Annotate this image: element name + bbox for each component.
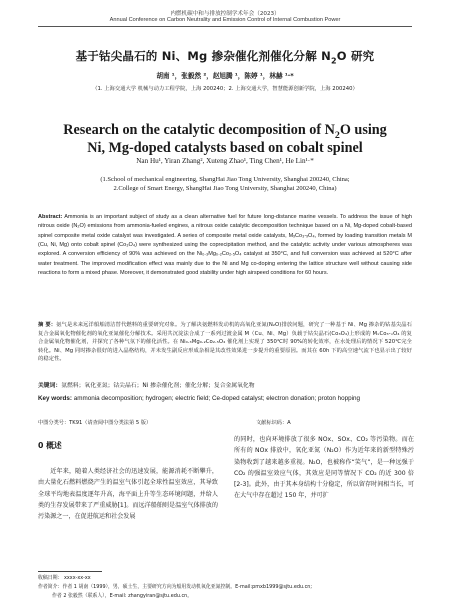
- footnote-author-info: 作者简介：作者 1 胡南（1999），男，硕士生，主要研究方向为船用发动机氧化亚氮控制。E-mail:pmxb1999@sjtu.edu.cn;: [38, 584, 313, 590]
- header-rule: [38, 26, 412, 27]
- section-heading: 0 概述: [38, 441, 62, 450]
- document-code: 文献标识码：A: [256, 420, 291, 426]
- chinese-keywords: 关键词：氨燃料；氧化亚氮；钴尖晶石；Ni 掺杂催化剂；催化分解；复合金属氧化物: [38, 383, 255, 389]
- chinese-affiliation: （1. 上海交通大学 机械与动力工程学院，上海 200240；2. 上海交通大学，智慧能源创新学院，上海 200240）: [92, 86, 358, 92]
- footnote-author-2: 作者 2 张毅然（联系人），E-mail: zhangyiran@sjtu.edu.cn。: [52, 593, 193, 599]
- body-right-column: 的同时，也向环境排放了很多 NOx、SOx、CO₂ 等污染物。而在所有的 NOx 排放中，氧化亚氮（N₂O）作为近年来的新型特殊污染物收到了越来越多重视。N₂O，也被称作“笑气”，是一种远强于 CO₂ 的强温室效应气体，其效应是同等情况下 CO₂ 的近 300 倍[2-3]。此外，由于其本身结构十分稳定，所以留存时间相当长，可在大气中存在超过 150 年，并可扩: [234, 436, 414, 500]
- english-affiliation: (1.School of mechanical engineering, ShangHai Jiao Tong University, Shanghai 200240, China; 2.College of Smart Energy, ShangHai Jiao Tong University, Shanghai 200240, China): [100, 176, 350, 192]
- chinese-abstract: 摘 要：氨气是未来远洋船舶清洁替代燃料的重要研究对象。为了解决氨燃料发动机的高氧化亚氮(N₂O)排放问题，研究了一种基于 Ni、Mg 掺杂的钴基尖晶石复合金属氧化物催化剂的氧化亚氮催化分解技术。采用共沉淀法合成了一系列过渡金属 M（Cu、Ni、Mg）负载于钴尖晶石(Co₃O₄)上形成的 MₓCo₃-ₓO₄ 的复合金属氧化物催化剂，并探究了各种气氛下的催化活性。在 Ni₀.₃Mg₀.₂Co₂.₅O₄ 催化剂上实现了 350℃时 90%的转化效率，在水处理后的情况下 520℃完全转化。Ni、Mg 同时掺杂很好的进入晶格结构，并未发生副反应形成杂相是其改性效果进一步提升的重要原因。而其在 60h 下的高空速气流下也显示出了较好的稳定性。: [38, 322, 412, 363]
- english-keywords: Key words: ammonia decomposition; hydrogen; electric field; Ce-doped catalyst; electron donation; proton hopping: [38, 395, 361, 402]
- conference-header-en: Annual Conference on Carbon Neutrality and Emission Control of Internal Combustion Power: [109, 17, 341, 23]
- english-abstract: Abstract: Ammonia is an important subject of study as a clean alternative fuel for future long-distance marine vessels. To address the issue of high nitrous oxide (N₂O) emissions from ammonia-fueled engines, a nitrous oxide catalytic decomposition technique based on a Ni, Mg-doped cobalt-based spinel composite metal oxide catalyst was investigated. A series of composite metal oxide catalysts, MₓCo₃-ₓO₄, formed by loading transition metals M (Cu, Ni, Mg) onto cobalt spinel (Co₃O₄) were synthesized using the coprecipitation method, and the catalytic activity under various atmospheres was explored. A conversion efficiency of 90% was achieved on the Ni₀.₃Mg₀.₂Co₂.₅O₄ catalyst at 350°C, and full conversion was achieved at 520°C after water treatment. The improved modification effect was mainly due to the Ni and Mg co-doping entering the lattice structure well without causing side reactions to form a mixed phase. Moreover, it demonstrated good stability under high airspeed conditions for 60 hours.: [38, 214, 412, 277]
- body-left-column: 近年来，随着人类经济社会的迅速发展，能源消耗不断攀升，由大量化石燃料燃烧产生的温室气体引起全球性温室效应，其导致全球平均地表温度逐年升高，海平面上升等生态环境问题，并给人类的生存发展带来了严重威胁[1]。而远洋船舶则是温室气体排放的污染源之一，在促进航运和社会发展: [38, 468, 218, 521]
- conference-header-cn: 内燃机碳中和与排放控制学术年会（2023）: [170, 11, 280, 17]
- chinese-title: 基于钴尖晶石的 Ni、Mg 掺杂催化剂催化分解 $N_2O$ 研究: [75, 49, 375, 66]
- english-title: Research on the catalytic decomposition of $N_2O$ using Ni, Mg-doped catalysts based on cobalt spinel: [63, 122, 387, 156]
- footnote-rule: [38, 571, 102, 572]
- english-authors: Nan Hu¹, Yiran Zhang², Xuteng Zhao¹, Ting Chen¹, He Lin¹·*: [136, 157, 314, 165]
- classification-number: 中图分类号：TK91（请查阅中图分类法第 5 版）: [38, 420, 152, 426]
- chinese-authors: 胡南 ¹，张毅然 ²，赵旭腾 ¹，陈婷 ¹，林赫 ¹·*: [156, 72, 294, 80]
- footnote-received: 收稿日期： xxxx-xx-xx: [38, 575, 91, 581]
